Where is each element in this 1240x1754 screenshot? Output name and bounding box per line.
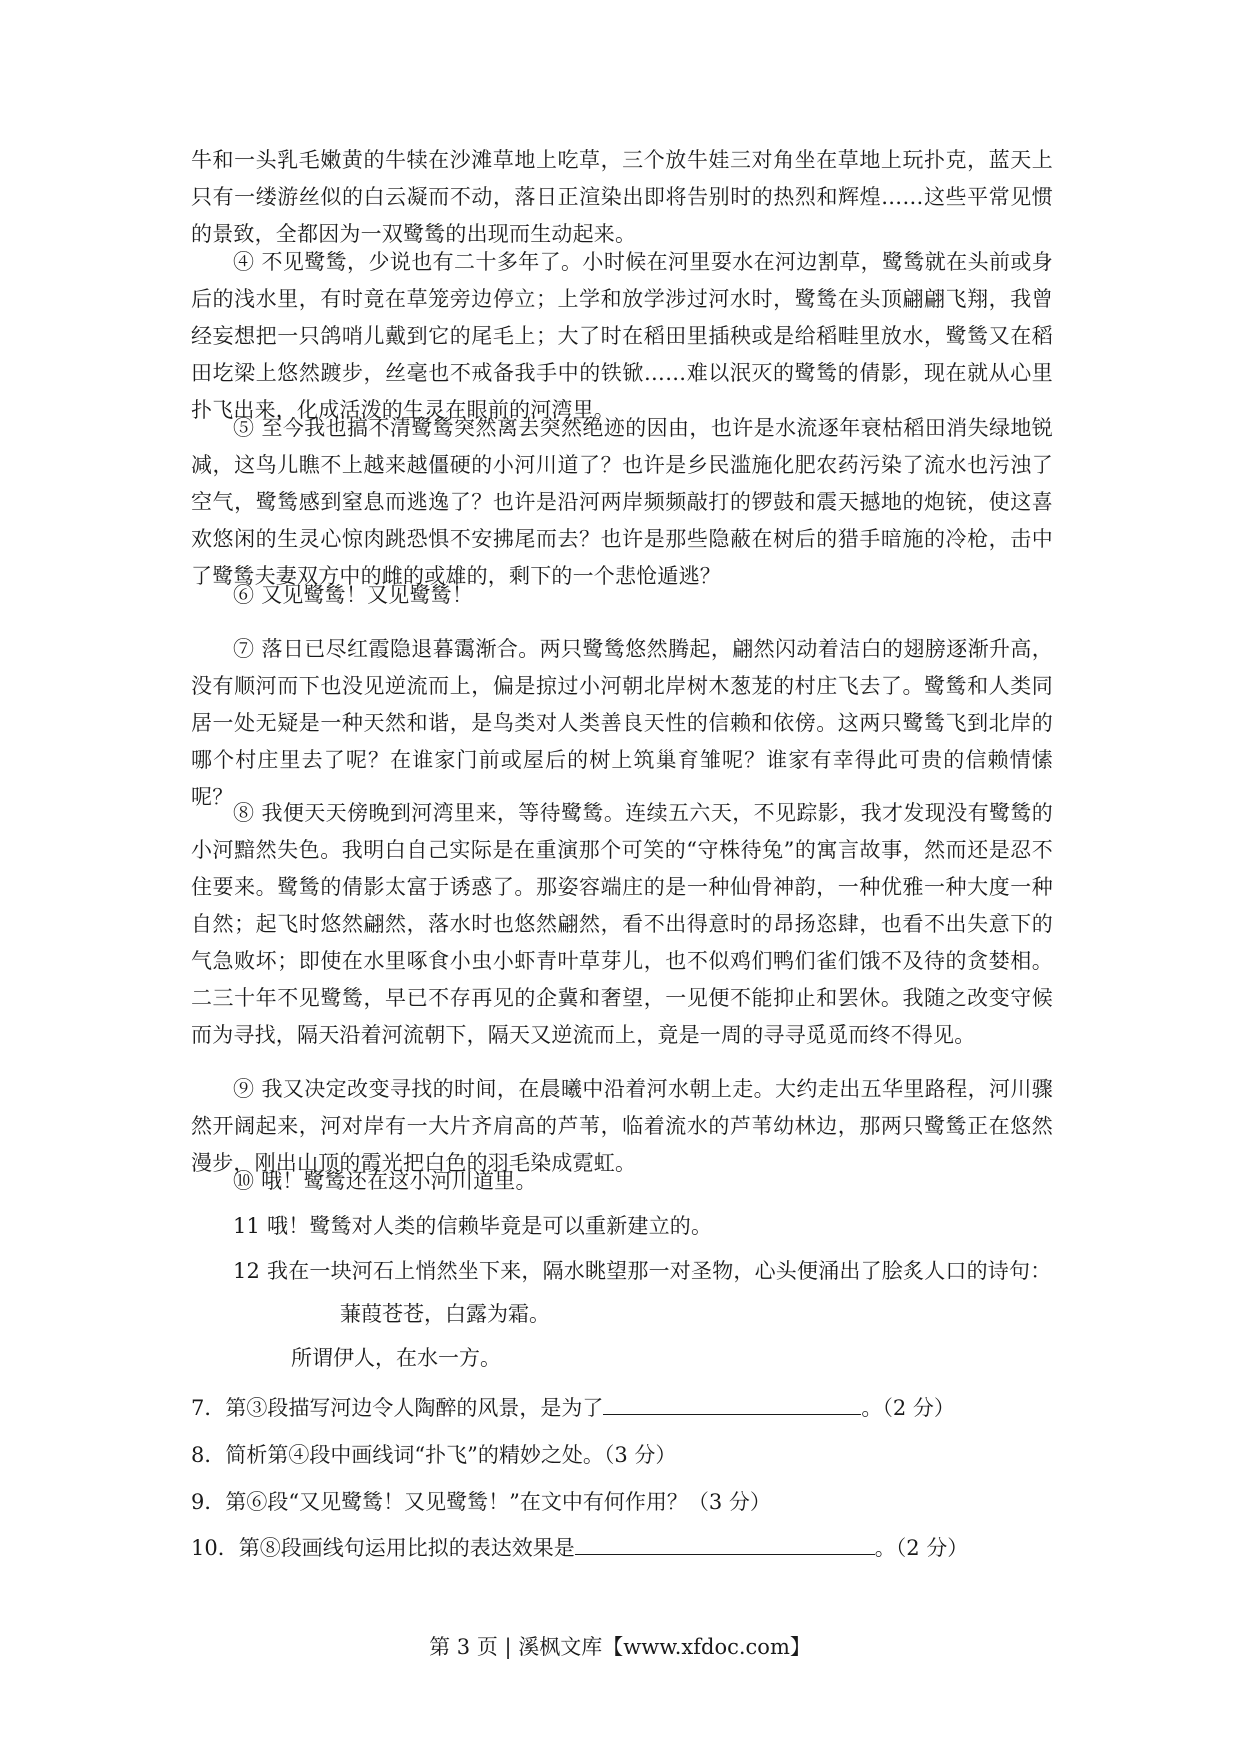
paragraph-5: ⑤ 至今我也搞不清鹭鸶突然离去突然绝迹的因由，也许是水流逐年衰枯稻田消失绿地锐减，这鸟儿瞧不上越来越僵硬的小河川道了？也许是乡民滥施化肥农药污染了流水也污浊了空气，鹭鸶感到窒息而逃逸了？也许是沿河两岸频频敲打的锣鼓和震天撼地的炮铳，使这喜欢悠闲的生灵心惊肉跳恐惧不安拂尾而去？也许是那些隐蔽在树后的猎手暗施的冷枪，击中了鹭鸶夫妻双方中的雌的或雄的，剩下的一个悲怆遁逃？ bbox=[191, 416, 1053, 588]
paragraph-8: ⑧ 我便天天傍晚到河湾里来，等待鹭鸶。连续五六天，不见踪影，我才发现没有鹭鸶的小河黯然失色。我明白自己实际是在重演那个可笑的“守株待兔”的寓言故事，然而还是忍不住要来。鹭鸶的倩影太富于诱惑了。那姿容端庄的是一种仙骨神韵，一种优雅一种大度一种自然；起飞时悠然翩然，落水时也悠然翩然，看不出得意时的昂扬恣肆，也看不出失意下的气急败坏；即使在水里啄食小虫小虾青叶草芽儿，也不似鸡们鸭们雀们饿不及待的贪婪相。二三十年不见鹭鸶，早已不存再见的企冀和奢望，一见便不能抑止和罢休。我随之改变守候而为寻找，隔天沿着河流朝下，隔天又逆流而上，竟是一周的寻寻觅觅而终不得见。 bbox=[191, 801, 1053, 1047]
question-10-text: 10．第⑧段画线句运用比拟的表达效果是 bbox=[191, 1536, 575, 1560]
paragraph-7: ⑦ 落日已尽红霞隐退暮霭渐合。两只鹭鸶悠然腾起，翩然闪动着洁白的翅膀逐渐升高，没有顺河而下也没见逆流而上，偏是掠过小河朝北岸树木葱茏的村庄飞去了。鹭鸶和人类同居一处无疑是一种天然和谐，是鸟类对人类善良天性的信赖和依傍。这两只鹭鸶飞到北岸的哪个村庄里去了呢？在谁家门前或屋后的树上筑巢育雏呢？谁家有幸得此可贵的信赖情愫呢？ bbox=[191, 637, 1053, 809]
footer-site: 溪枫文库【www.xfdoc.com】 bbox=[518, 1635, 811, 1659]
paragraph-10: ⑩ 哦！鹭鸶还在这小河川道里。 bbox=[233, 1169, 537, 1193]
page-number: 第 3 页 bbox=[429, 1635, 498, 1659]
question-7-text: 7．第③段描写河边令人陶醉的风景，是为了 bbox=[191, 1396, 604, 1420]
answer-blank-7[interactable] bbox=[603, 1392, 861, 1415]
paragraph-12: 12 我在一块河石上悄然坐下来，隔水眺望那一对圣物，心头便涌出了脍炙人口的诗句： bbox=[233, 1259, 1052, 1283]
answer-blank-10[interactable] bbox=[575, 1532, 875, 1555]
question-7-score: 。（2 分） bbox=[861, 1396, 955, 1420]
poem-line-2: 所谓伊人，在水一方。 bbox=[291, 1346, 501, 1370]
question-9-text: 9．第⑥段“又见鹭鸶！又见鹭鸶！”在文中有何作用？（3 分） bbox=[191, 1490, 771, 1514]
question-10 bbox=[191, 1530, 1091, 1567]
footer-separator: | bbox=[504, 1635, 512, 1659]
question-8 bbox=[191, 1437, 1091, 1474]
paragraph-4: ④ 不见鹭鸶，少说也有二十多年了。小时候在河里耍水在河边割草，鹭鸶就在头前或身后的浅水里，有时竟在草笼旁边停立；上学和放学涉过河水时，鹭鸶在头顶翩翩飞翔，我曾经妄想把一只鸽哨儿戴到它的尾毛上；大了时在稻田里插秧或是给稻畦里放水，鹭鸶又在稻田圪梁上悠然踱步，丝毫也不戒备我手中的铁锨……难以泯灭的鹭鸶的倩影，现在就从心里扑飞出来，化成活泼的生灵在眼前的河湾里。 bbox=[191, 250, 1053, 422]
paragraph-9: ⑨ 我又决定改变寻找的时间，在晨曦中沿着河水朝上走。大约走出五华里路程，河川骤然开阔起来，河对岸有一大片齐肩高的芦苇，临着流水的芦苇幼林边，那两只鹭鸶正在悠然漫步，刚出山顶的霞光把白色的羽毛染成霓虹。 bbox=[191, 1077, 1053, 1175]
paragraph-3-continued: 牛和一头乳毛嫩黄的牛犊在沙滩草地上吃草，三个放牛娃三对角坐在草地上玩扑克，蓝天上只有一缕游丝似的白云凝而不动，落日正渲染出即将告别时的热烈和辉煌……这些平常见惯的景致，全都因为一双鹭鸶的出现而生动起来。 bbox=[191, 148, 1053, 246]
question-7 bbox=[191, 1390, 1091, 1427]
question-9 bbox=[191, 1484, 1091, 1521]
question-8-text: 8．简析第④段中画线词“扑飞”的精妙之处。（3 分） bbox=[191, 1443, 677, 1467]
page-footer bbox=[0, 1632, 1240, 1662]
poem-line-1: 蒹葭苍苍，白露为霜。 bbox=[340, 1302, 550, 1326]
paragraph-11: 11 哦！鹭鸶对人类的信赖毕竟是可以重新建立的。 bbox=[233, 1214, 713, 1238]
paragraph-6: ⑥ 又见鹭鸶！又见鹭鸶！ bbox=[233, 583, 474, 607]
question-10-score: 。（2 分） bbox=[874, 1536, 969, 1560]
